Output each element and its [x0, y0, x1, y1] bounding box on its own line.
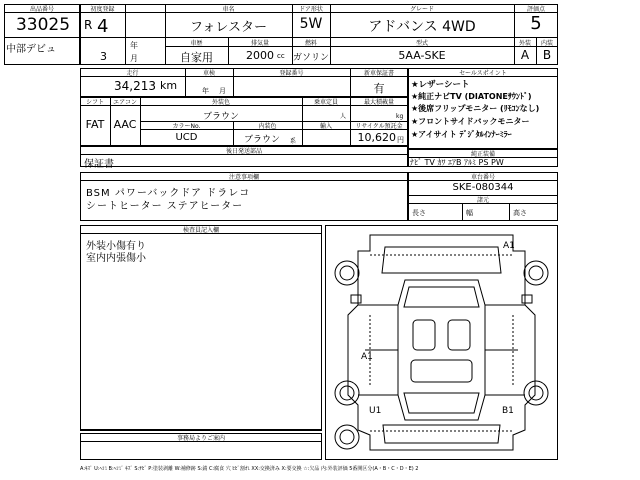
door-label: ドア形状 — [299, 6, 323, 12]
displacement-label: 排気量 — [250, 40, 269, 46]
shift-label: シフト — [85, 99, 104, 105]
lot-number: 33025 — [15, 15, 71, 35]
wheel — [335, 381, 359, 405]
genuine-label: 純正装備 — [470, 151, 495, 157]
interior-color-label: 内装色 — [258, 123, 277, 129]
windshield — [404, 287, 479, 307]
height-label: 高さ — [513, 209, 527, 217]
grade-label: グレード — [409, 6, 434, 12]
interior-color: ブラウン — [243, 135, 280, 145]
mark-a1-front: A1 — [503, 241, 515, 251]
recycle-label: 新車保証書 — [363, 70, 394, 76]
inspection-label: 車検 — [202, 70, 215, 76]
model: 5AA-SKE — [398, 49, 446, 62]
parts-value: 保証書 — [84, 159, 114, 170]
color-no-label: カラーNo. — [172, 123, 201, 129]
fuel-label: 燃料 — [304, 40, 317, 46]
recycle-fee: 10,620 — [357, 131, 396, 144]
aircon: AAC — [113, 118, 137, 131]
notes-label: 注意事項欄 — [228, 174, 259, 180]
notes-line-1: BSM パワーバックドア ドラレコ — [86, 188, 251, 199]
body-outline — [348, 235, 535, 450]
sales-point-2: ★純正ナビTV (DIATONEｻｳﾝﾄﾞ) — [411, 92, 532, 101]
notes-line-2: シートヒーター ステアヒーター — [86, 201, 244, 212]
seat — [448, 320, 470, 350]
interior-color-unit: 系 — [290, 138, 297, 145]
trunk — [383, 425, 500, 443]
interior-label: 内装 — [540, 40, 553, 46]
era-letter: R — [84, 18, 93, 32]
size-label: 諸元 — [476, 197, 489, 203]
sales-point-3: ★後席フリップモニター (ﾘﾓｺﾝなし) — [411, 104, 540, 113]
grade: アドバンス 4WD — [368, 19, 476, 35]
wheel — [524, 261, 548, 285]
venue: 中部デビュ — [6, 44, 56, 55]
car-name-label: 車名 — [222, 6, 235, 12]
score: 5 — [530, 13, 542, 34]
load-label: 最大積載量 — [363, 99, 394, 105]
left-mirror — [351, 295, 361, 303]
usage: 自家用 — [180, 51, 213, 64]
aircon-label: エアコン — [113, 99, 137, 105]
sales-point-5: ★アイサイト ﾃﾞｼﾞﾀﾙｲﾝﾅｰﾐﾗｰ — [411, 130, 512, 139]
mileage-label: 走行 — [126, 70, 139, 76]
door: 5W — [299, 16, 323, 32]
inspection-year: 年 — [202, 87, 209, 95]
exterior-label: 外装 — [518, 40, 531, 46]
color-label: 外装色 — [211, 99, 230, 105]
inspection-label: 検査員記入欄 — [182, 227, 219, 233]
mark-a1-left: A1 — [361, 352, 373, 362]
wheel — [524, 381, 548, 405]
mark-b1: B1 — [502, 406, 514, 416]
displacement: 2000 — [246, 49, 274, 62]
month-unit: 月 — [130, 54, 138, 63]
right-mirror — [522, 295, 532, 303]
recycle-fee-unit: 円 — [397, 136, 404, 144]
interior: B — [542, 48, 552, 62]
parts-label: 後日発送部品 — [225, 148, 262, 154]
first-reg-label: 初度登録 — [90, 6, 115, 12]
recycle-value: 有 — [373, 82, 385, 95]
mark-u1: U1 — [369, 406, 382, 416]
regno-label: 登録番号 — [279, 70, 304, 76]
hood — [382, 247, 501, 273]
lot-label: 出品番号 — [29, 6, 54, 12]
inspection-line-2: 室内内張傷小 — [86, 253, 146, 264]
mileage-unit: km — [160, 79, 178, 92]
capacity-label: 乗車定員 — [313, 99, 338, 105]
capacity-unit: 人 — [340, 113, 347, 120]
sales-point-4: ★フロントサイドバックモニター — [411, 117, 530, 126]
fuel: ガソリン — [292, 53, 329, 63]
seat — [413, 320, 435, 350]
chassis: SKE-080344 — [452, 182, 514, 193]
color: ブラウン — [202, 112, 239, 122]
spare-wheel — [335, 425, 359, 449]
exterior: A — [520, 48, 530, 62]
cabin-outline — [398, 280, 485, 420]
import-label: 輸入 — [319, 123, 332, 129]
color-no: UCD — [175, 132, 198, 143]
shift: FAT — [85, 118, 105, 131]
office-label: 事務局よりご案内 — [176, 435, 225, 441]
rear-window — [404, 393, 479, 413]
load-unit: kg — [396, 113, 404, 120]
chassis-label: 車台番号 — [470, 174, 495, 180]
year-unit: 年 — [130, 41, 138, 50]
genuine-value: ﾅﾋﾞ TV ｶﾜ ｴｱB ｱﾙﾐ PS PW — [410, 158, 504, 167]
width-label: 幅 — [466, 209, 473, 217]
car-name: フォレスター — [190, 20, 267, 35]
score-label: 評価点 — [526, 6, 545, 12]
sales-label: セールスポイント — [459, 70, 507, 76]
usage-label: 車歴 — [190, 40, 203, 46]
seat — [411, 360, 472, 382]
inspection-line-1: 外装小傷有り — [86, 241, 146, 252]
wheel — [335, 261, 359, 285]
car-diagram — [325, 225, 558, 460]
footer-legend: A:ｷｽﾞ U:ﾍｺﾐ B:ﾍｺﾐﾞ ｷｽﾞ S:ｻﾋﾞ P:塗装剥離 W:補修跡 S:錆 C:腐食 穴 ﾋﾋﾞ割れ XX:交換済み X:要交換 ☆:欠品 内:外装評価 5番開区分(A・B・C・D・E) 2 — [80, 466, 419, 472]
inspection-month: 月 — [219, 87, 226, 95]
recycle-fee-label: リサイクル預託金 — [355, 123, 403, 129]
length-label: 長さ — [412, 209, 426, 217]
sales-point-1: ★レザーシート — [411, 80, 470, 90]
era-year: 4 — [97, 16, 109, 37]
mileage: 34,213 — [114, 79, 156, 93]
displacement-unit: cc — [277, 52, 285, 60]
month: 3 — [100, 50, 107, 63]
model-label: 型式 — [415, 40, 428, 46]
